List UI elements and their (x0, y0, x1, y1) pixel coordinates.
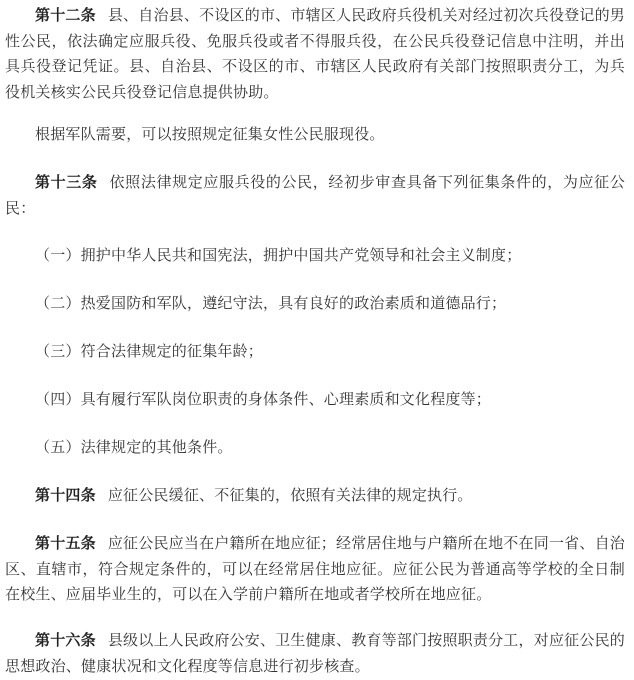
article-16-text: 县级以上人民政府公安、卫生健康、教育等部门按照职责分工，对应征公民的思想政治、健康状况和文化程度等信息进行初步核查。 (5, 631, 625, 675)
article-12-text: 县、自治县、不设区的市、市辖区人民政府兵役机关对经过初次兵役登记的男性公民，依法确定应服兵役、免服兵役或者不得服兵役，在公民兵役登记信息中注明，并出具兵役登记凭证。县、自治县、不设区的市、市辖区人民政府有关部门按照职责分工，为兵役机关核实公民兵役登记信息提供协助。 (5, 6, 625, 101)
article-16-label: 第十六条 (35, 631, 96, 649)
article-15-label: 第十五条 (35, 534, 96, 552)
article-12-label: 第十二条 (35, 6, 96, 24)
article-14-paragraph (5, 483, 625, 509)
article-15-text: 应征公民应当在户籍所在地应征；经常居住地与户籍所在地不在同一省、自治区、直辖市，符合规定条件的，可以在经常居住地应征。应征公民为普通高等学校的全日制在校生、应届毕业生的，可以在入学前户籍所在地或者学校所在地应征。 (5, 534, 625, 603)
article-13-label: 第十三条 (35, 173, 98, 191)
condition-item: （一）拥护中华人民共和国宪法，拥护中国共产党领导和社会主义制度； (35, 246, 522, 264)
condition-item: （四）具有履行军队岗位职责的身体条件、心理素质和文化程度等； (35, 390, 492, 408)
article-14-label: 第十四条 (35, 486, 96, 504)
condition-item: （二）热爱国防和军队，遵纪守法，具有良好的政治素质和道德品行； (35, 294, 507, 312)
article-14-text: 应征公民缓征、不征集的，依照有关法律的规定执行。 (107, 486, 473, 504)
article-13-paragraph (5, 170, 625, 221)
article-13-text: 依照法律规定应服兵役的公民，经初步审查具备下列征集条件的，为应征公民： (5, 173, 625, 217)
female-service-text: 根据军队需要，可以按照规定征集女性公民服现役。 (35, 125, 385, 143)
condition-item: （五）法律规定的其他条件。 (35, 438, 233, 456)
article-15-paragraph (5, 531, 625, 608)
female-service-paragraph (5, 122, 625, 148)
condition-item: （三）符合法律规定的征集年龄； (35, 342, 264, 360)
article-12-paragraph (5, 3, 625, 105)
article-16-paragraph (5, 628, 625, 679)
